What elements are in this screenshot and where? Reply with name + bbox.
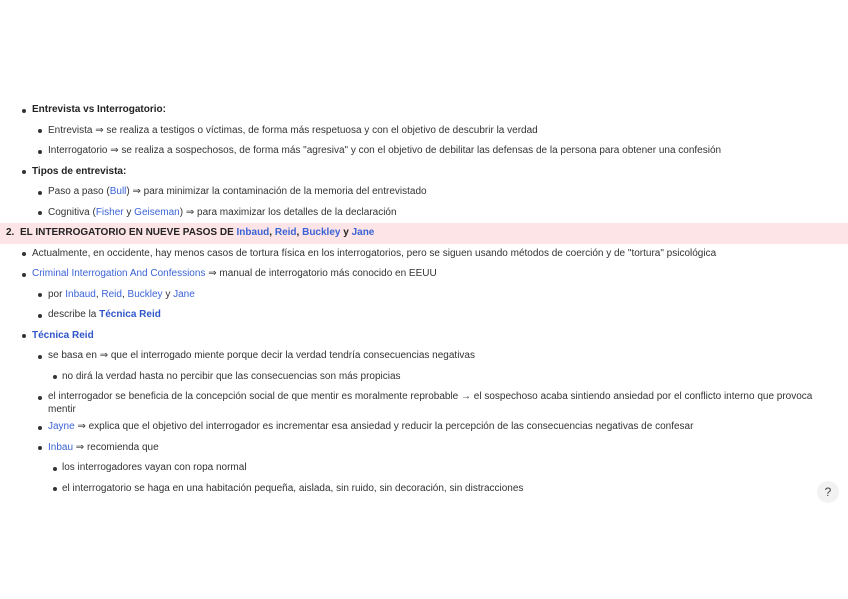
text-run: por [48, 288, 66, 300]
link-inbau[interactable]: Inbau [48, 441, 74, 453]
help-button[interactable]: ? [817, 481, 839, 503]
bullet [22, 334, 26, 338]
list-item-text: el interrogatorio se haga en una habitación pequeña, aislada, sin ruido, sin decoración, sin distracciones [62, 482, 524, 494]
list-item [0, 203, 848, 224]
bullet [38, 150, 42, 154]
text-run: y [162, 288, 174, 300]
document-body [0, 100, 848, 499]
text-run: ⇒ manual de interrogatorio más conocido en EEUU [205, 268, 437, 279]
list-item [0, 121, 848, 142]
text-run: , [269, 227, 275, 238]
list-item-text: Actualmente, en occidente, hay menos casos de tortura física en los interrogatorios, pero se siguen usando métodos de coerción y de "tortura" psicológica [32, 247, 717, 259]
text-run: ) ⇒ para minimizar la contaminación de la memoria del entrevistado [126, 186, 427, 197]
list-item [0, 438, 848, 459]
list-item [0, 141, 848, 162]
text-run: y [123, 206, 135, 218]
bullet [53, 487, 57, 491]
bullet [38, 426, 42, 430]
bullet [38, 211, 42, 215]
list-item [0, 458, 848, 479]
list-item-text [48, 182, 427, 203]
link-manual[interactable]: Criminal Interrogation And Confessions [32, 268, 206, 279]
text-run: ⇒ recomienda que [73, 441, 159, 453]
link-fisher[interactable]: Fisher [95, 206, 124, 218]
list-item [0, 305, 848, 326]
bullet [22, 252, 26, 256]
link-buckley[interactable]: Buckley [302, 227, 341, 238]
section-heading [0, 223, 848, 244]
text-run: , [121, 288, 128, 300]
bullet [38, 355, 42, 359]
bullet [38, 191, 42, 195]
link-reid-2[interactable]: Reid [101, 288, 122, 300]
list-item [0, 367, 848, 388]
bullet [22, 109, 26, 113]
link-buckley-2[interactable]: Buckley [127, 288, 163, 300]
list-item [0, 326, 848, 347]
text-run: , [296, 227, 303, 238]
list-item-text: Entrevista vs Interrogatorio: [32, 104, 166, 115]
bullet [53, 375, 57, 379]
list-item-text [48, 305, 161, 326]
bullet [53, 467, 57, 471]
link-tecnica-reid[interactable]: Técnica Reid [99, 309, 161, 320]
text-run: EL INTERROGATORIO EN NUEVE PASOS DE [20, 227, 237, 238]
list-item [0, 387, 848, 417]
list-item [0, 182, 848, 203]
bullet [38, 314, 42, 318]
list-item [0, 479, 848, 500]
list-item [0, 100, 848, 121]
section-title [20, 223, 374, 244]
list-item [0, 346, 848, 367]
text-run: describe la [48, 309, 100, 320]
text-run: y [340, 227, 352, 238]
list-item [0, 285, 848, 306]
list-item-text: Tipos de entrevista: [32, 165, 127, 177]
list-item-text [32, 264, 437, 285]
list-item-text: los interrogadores vayan con ropa normal [62, 462, 247, 473]
link-geiseman[interactable]: Geiseman [134, 206, 180, 218]
link-inbaud-2[interactable]: Inbaud [65, 288, 96, 300]
bullet [22, 170, 26, 174]
list-item-text: Interrogatorio ⇒ se realiza a sospechosos, de forma más "agresiva" y con el objetivo de debilitar las defensas de la persona para obtener una confesión [48, 145, 722, 156]
bullet [38, 293, 42, 297]
bullet [38, 396, 42, 400]
bullet [22, 273, 26, 277]
text-run: ⇒ explica que el objetivo del interrogador es incrementar esa ansiedad y reducir la percepción de las consecuencias negativas de confesar [74, 421, 694, 432]
list-item-text [48, 438, 159, 459]
link-reid[interactable]: Reid [274, 227, 297, 238]
link-jane[interactable]: Jane [351, 227, 375, 238]
text-run: Cognitiva ( [48, 206, 96, 218]
link-bull[interactable]: Bull [109, 186, 127, 197]
text-run: ) ⇒ para maximizar los detalles de la declaración [179, 206, 397, 218]
list-item-text: el interrogador se beneficia de la concepción social de que mentir es moralmente reprobable → el sospechoso acaba sintiendo ansiedad por el conflicto interno que provoca mentir [48, 391, 813, 415]
list-item-text: Entrevista ⇒ se realiza a testigos o víctimas, de forma más respetuosa y con el objetivo de descubrir la verdad [48, 124, 538, 136]
bullet [38, 129, 42, 133]
list-item-text: se basa en ⇒ que el interrogado miente porque decir la verdad tendría consecuencias negativas [48, 350, 475, 361]
link-jayne[interactable]: Jayne [48, 421, 75, 432]
text-run: , [95, 288, 102, 300]
bullet [38, 446, 42, 450]
link-tecnica-reid-heading[interactable]: Técnica Reid [32, 329, 94, 341]
list-item [0, 417, 848, 438]
list-item [0, 162, 848, 183]
link-inbaud[interactable]: Inbaud [236, 227, 270, 238]
list-item-text [48, 285, 195, 306]
section-number: 2. [6, 227, 15, 238]
list-item [0, 244, 848, 265]
text-run: Paso a paso ( [48, 186, 110, 197]
link-jane-2[interactable]: Jane [173, 288, 195, 300]
list-item-text: no dirá la verdad hasta no percibir que las consecuencias son más propicias [62, 370, 401, 382]
list-item-text [48, 417, 693, 438]
list-item [0, 264, 848, 285]
list-item-text [48, 203, 397, 224]
